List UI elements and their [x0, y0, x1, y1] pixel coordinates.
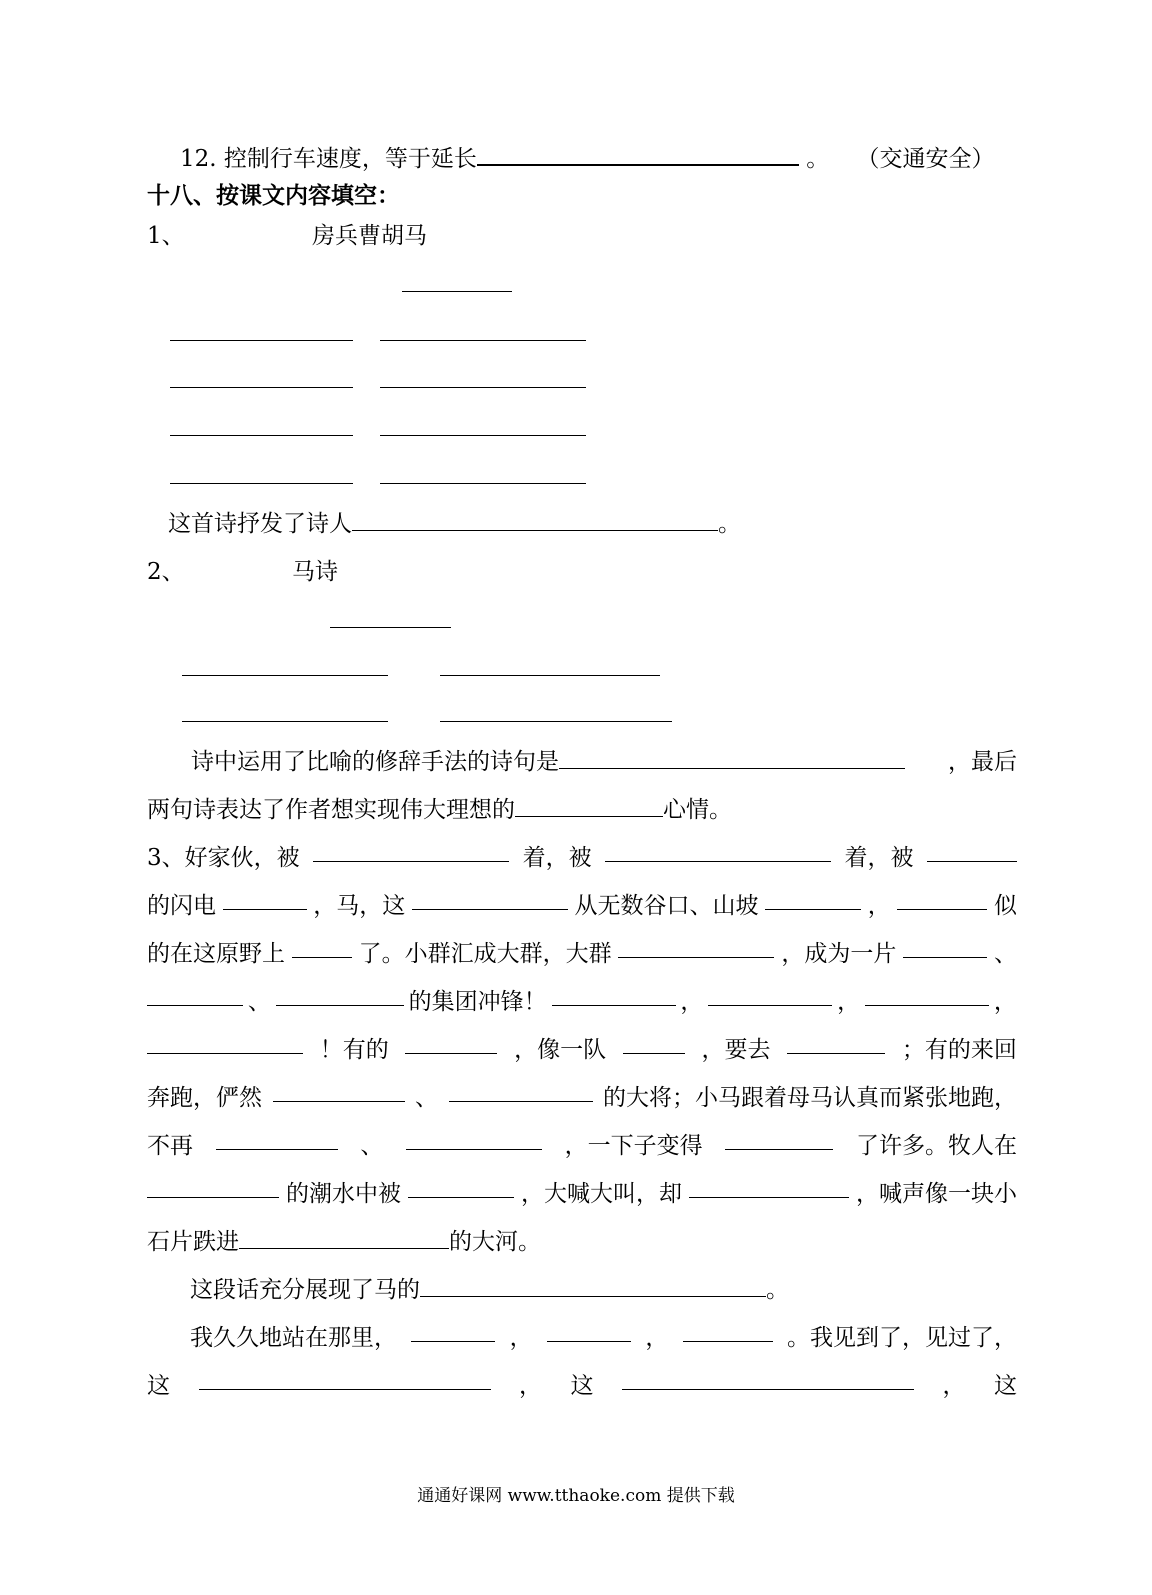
- passage3-summary: [190, 1275, 789, 1305]
- poem1-line-blank[interactable]: [170, 340, 353, 341]
- passage-text: ；有的来回: [901, 1037, 1017, 1063]
- answer-blank[interactable]: [559, 750, 905, 769]
- passage-text: ！有的: [319, 1037, 389, 1063]
- answer-blank[interactable]: [623, 1035, 685, 1054]
- question-text: 两句诗表达了作者想实现伟大理想的: [147, 797, 515, 823]
- answer-blank[interactable]: [477, 144, 799, 166]
- passage-text: 的集团冲锋！: [408, 989, 547, 1015]
- passage3-last-line1: [147, 1323, 1017, 1353]
- answer-blank[interactable]: [199, 1371, 491, 1390]
- passage3-line9: [147, 1227, 541, 1257]
- question-number: 12.: [180, 146, 217, 172]
- topic-note: （交通安全）: [856, 146, 995, 172]
- passage-text: 的潮水中被: [286, 1181, 401, 1207]
- passage-text: 这: [147, 1373, 170, 1399]
- answer-blank[interactable]: [408, 1179, 514, 1198]
- question-end: 。: [806, 146, 830, 172]
- passage3-line1: [147, 843, 1017, 873]
- passage-text: ，: [645, 1325, 669, 1351]
- passage-text: 我久久地站在那里，: [190, 1325, 397, 1351]
- poem2-number: 2、: [147, 559, 185, 585]
- question-text: ，最后: [948, 749, 1017, 775]
- passage-text: 、: [415, 1085, 438, 1111]
- answer-blank[interactable]: [689, 1179, 849, 1198]
- poem2-title: 马诗: [291, 559, 338, 585]
- poem2-line-blank[interactable]: [440, 721, 672, 722]
- answer-blank[interactable]: [725, 1131, 833, 1150]
- poem2-line-blank[interactable]: [182, 675, 388, 676]
- poem1-number: 1、: [147, 223, 185, 249]
- passage3-line5: [147, 1035, 1017, 1065]
- poem1-summary: [168, 509, 741, 539]
- poem1-line-blank[interactable]: [380, 483, 586, 484]
- answer-blank[interactable]: [683, 1323, 773, 1342]
- passage-text: 。我见到了，见过了，: [786, 1325, 1017, 1351]
- poem2-question-line1: [147, 747, 1017, 777]
- poem1-line-blank[interactable]: [170, 387, 353, 388]
- poem1-author-blank[interactable]: [402, 291, 512, 292]
- passage-text: 的闪电: [147, 893, 216, 919]
- answer-blank[interactable]: [216, 1131, 338, 1150]
- question-text: 心情。: [663, 797, 732, 823]
- passage-text: ，: [519, 1373, 542, 1399]
- poem1-line-blank[interactable]: [380, 340, 586, 341]
- passage-text: ，要去: [701, 1037, 771, 1063]
- passage3-line6: [147, 1083, 1017, 1113]
- passage-text: 、: [993, 941, 1017, 967]
- summary-end: 。: [766, 1277, 789, 1303]
- poem1-title: 房兵曹胡马: [311, 223, 427, 249]
- passage-text: 3、好家伙，被: [147, 845, 300, 871]
- passage3-line3: [147, 939, 1017, 969]
- passage-text: 了许多。牧人在: [855, 1133, 1017, 1159]
- poem2-line-blank[interactable]: [440, 675, 660, 676]
- answer-blank[interactable]: [147, 1179, 279, 1198]
- passage-text: 的在这原野上: [147, 941, 285, 967]
- answer-blank[interactable]: [239, 1230, 449, 1249]
- passage-text: ，像一队: [514, 1037, 607, 1063]
- passage-text: ，成为一片: [781, 941, 897, 967]
- poem2-title-row: [147, 557, 338, 587]
- poem1-line-blank[interactable]: [380, 387, 586, 388]
- poem1-line-blank[interactable]: [170, 435, 353, 436]
- passage-text: 不再: [147, 1133, 193, 1159]
- passage3-line7: [147, 1131, 1017, 1161]
- answer-blank[interactable]: [352, 512, 718, 531]
- answer-blank[interactable]: [313, 843, 509, 862]
- answer-blank[interactable]: [405, 1035, 497, 1054]
- answer-blank[interactable]: [420, 1278, 766, 1297]
- summary-text: 这首诗抒发了诗人: [168, 511, 352, 537]
- passage-text: ，: [867, 893, 891, 919]
- passage-text: ，: [993, 989, 1017, 1015]
- answer-blank[interactable]: [605, 843, 831, 862]
- passage-text: ，: [837, 989, 861, 1015]
- question-text: 诗中运用了比喻的修辞手法的诗句是: [191, 749, 559, 775]
- passage-text: 奔跑，俨然: [147, 1085, 262, 1111]
- section-heading: 十八、按课文内容填空：: [147, 182, 400, 209]
- poem2-line-blank[interactable]: [182, 721, 388, 722]
- answer-blank[interactable]: [897, 891, 987, 910]
- passage-text: ，: [942, 1373, 966, 1399]
- answer-blank[interactable]: [223, 891, 307, 910]
- poem1-line-blank[interactable]: [170, 483, 353, 484]
- passage-text: 这: [994, 1373, 1017, 1399]
- passage-text: ，: [680, 989, 704, 1015]
- passage3-line4: [147, 987, 1017, 1017]
- passage-text: ，大喊大叫，却: [521, 1181, 682, 1207]
- passage-text: 似: [994, 893, 1017, 919]
- passage-text: 这: [570, 1373, 594, 1399]
- poem2-question-line2: [147, 795, 732, 825]
- passage-text: 从无数谷口、山坡: [574, 893, 759, 919]
- answer-blank[interactable]: [147, 1035, 303, 1054]
- passage-text: 、: [360, 1133, 384, 1159]
- answer-blank[interactable]: [412, 891, 568, 910]
- answer-blank[interactable]: [618, 939, 774, 958]
- passage3-last-line2: [147, 1371, 1017, 1401]
- passage-text: 着，被: [844, 845, 914, 871]
- answer-blank[interactable]: [273, 1083, 405, 1102]
- answer-blank[interactable]: [411, 1323, 495, 1342]
- answer-blank[interactable]: [765, 891, 861, 910]
- passage-text: ，: [509, 1325, 533, 1351]
- page-footer: 通通好课网 www.tthaoke.com 提供下载: [417, 1486, 735, 1506]
- answer-blank[interactable]: [622, 1371, 914, 1390]
- answer-blank[interactable]: [147, 987, 243, 1006]
- answer-blank[interactable]: [515, 798, 663, 817]
- answer-blank[interactable]: [547, 1323, 631, 1342]
- answer-blank[interactable]: [276, 987, 404, 1006]
- answer-blank[interactable]: [406, 1131, 542, 1150]
- answer-blank[interactable]: [903, 939, 987, 958]
- passage-text: ，喊声像一块小: [856, 1181, 1017, 1207]
- question-text: 控制行车速度，等于延长: [223, 146, 477, 172]
- passage-text: 石片跌进: [147, 1229, 239, 1255]
- passage3-line2: [147, 891, 1017, 921]
- passage-text: 、: [247, 989, 271, 1015]
- answer-blank[interactable]: [865, 987, 989, 1006]
- passage-text: 的大将；小马跟着母马认真而紧张地跑，: [603, 1085, 1017, 1111]
- passage-text: ，一下子变得: [564, 1133, 703, 1159]
- answer-blank[interactable]: [552, 987, 676, 1006]
- passage3-line8: [147, 1179, 1017, 1209]
- answer-blank[interactable]: [927, 843, 1017, 862]
- passage-text: 了。小群汇成大群，大群: [358, 941, 612, 967]
- passage-text: 的大河。: [449, 1229, 541, 1255]
- poem1-line-blank[interactable]: [380, 435, 586, 436]
- answer-blank[interactable]: [292, 939, 352, 958]
- poem2-author-blank[interactable]: [330, 627, 451, 628]
- passage-text: 着，被: [522, 845, 592, 871]
- answer-blank[interactable]: [708, 987, 832, 1006]
- summary-text: 这段话充分展现了马的: [190, 1277, 420, 1303]
- poem1-title-row: [147, 221, 427, 251]
- summary-end: 。: [718, 511, 741, 537]
- answer-blank[interactable]: [787, 1035, 885, 1054]
- question-12: [180, 144, 995, 174]
- passage-text: ，马，这: [313, 893, 406, 919]
- answer-blank[interactable]: [449, 1083, 593, 1102]
